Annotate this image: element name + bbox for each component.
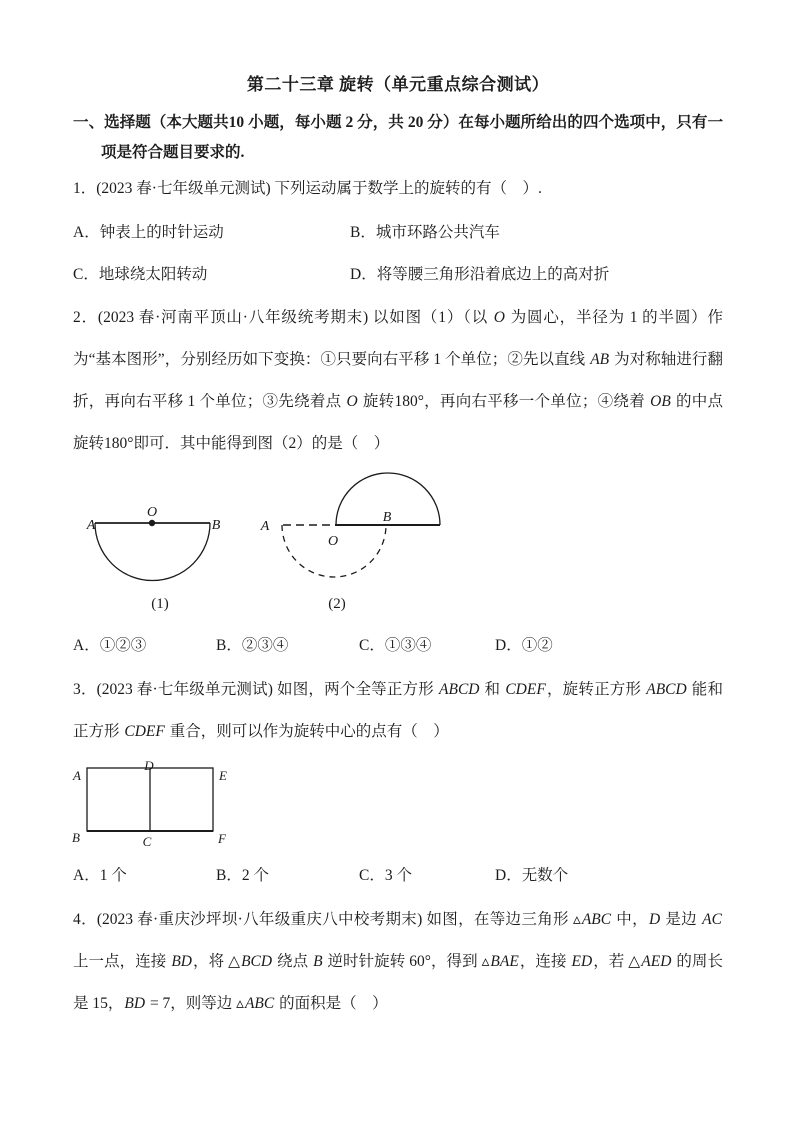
- option-text: ①③④: [384, 637, 432, 654]
- figure-1-caption: (1): [151, 596, 169, 612]
- label-b: B: [211, 518, 221, 533]
- question-3-figure-row: [71, 755, 723, 850]
- option-letter: C．: [359, 637, 385, 654]
- question-3-option-c: [359, 855, 495, 897]
- option-letter: A．: [73, 637, 100, 654]
- question-3-option-d: [495, 855, 723, 897]
- option-letter: B．: [350, 224, 376, 241]
- question-4-stem: 4．(2023 春·重庆沙坪坝·八年级重庆八中校考期末) 如图，在等边三角形 ▵ABC 中，D 是边 AC 上一点，连接 BD，将 △BCD 绕点 B 逆时针旋转 60°，得到 ▵BAE，连接 ED，若 △AED 的周长是 15，BD = 7，则等边 ▵ABC 的面积是（ ）: [73, 911, 723, 1012]
- option-letter: D．: [495, 867, 522, 884]
- option-text: 无数个: [521, 867, 569, 884]
- question-3-options: [73, 855, 723, 897]
- figure-double-square: [71, 755, 241, 850]
- label-b: B: [72, 830, 80, 845]
- question-2-option-b: [216, 625, 359, 667]
- question-3-option-a: [73, 855, 216, 897]
- label-b: B: [382, 510, 392, 525]
- option-text: 将等腰三角形沿着底边上的高对折: [376, 266, 610, 283]
- option-letter: A．: [73, 867, 100, 884]
- figure-semicircle-2: [257, 465, 447, 617]
- label-c: C: [142, 834, 152, 849]
- option-letter: D．: [495, 637, 522, 654]
- option-text: ①②: [521, 637, 553, 654]
- label-a: A: [73, 768, 81, 783]
- figure-2-caption: (2): [328, 596, 346, 612]
- option-text: ②③④: [241, 637, 289, 654]
- question-2-stem: 2．(2023 春·河南平顶山·八年级统考期末) 以如图（1）（以 O 为圆心，半径为 1 的半圆）作为“基本图形”，分别经历如下变换：①只要向右平移 1 个单位；②先以直线 AB 为对称轴进行翻折，再向右平移 1 个单位；③先绕着点 O 旋转180°，再向右平移一个单位；④绕着 OB 的中点旋转180°即可．其中能得到图（2）的是（ ）: [73, 309, 723, 452]
- option-letter: B．: [216, 867, 242, 884]
- option-letter: C．: [359, 867, 385, 884]
- option-letter: A．: [73, 224, 100, 241]
- question-3-stem: 3．(2023 春·七年级单元测试) 如图，两个全等正方形 ABCD 和 CDEF，旋转正方形 ABCD 能和正方形 CDEF 重合，则可以作为旋转中心的点有（ ）: [73, 681, 723, 740]
- option-text: 地球绕太阳转动: [98, 266, 208, 283]
- option-letter: B．: [216, 637, 242, 654]
- question-2-option-a: [73, 625, 216, 667]
- option-text: 1 个: [99, 867, 127, 884]
- question-1-stem: 1．(2023 春·七年级单元测试) 下列运动属于数学上的旋转的有（ ）.: [73, 180, 542, 197]
- page-title: 第二十三章 旋转（单元重点综合测试）: [246, 75, 550, 94]
- label-e: E: [219, 768, 227, 783]
- question-1-options: [73, 212, 723, 296]
- dashed-semicircle-arc: [282, 525, 386, 577]
- option-text: 3 个: [384, 867, 412, 884]
- label-a: A: [86, 518, 96, 533]
- question-1-option-c: [73, 254, 350, 296]
- option-letter: C．: [73, 266, 99, 283]
- figure-semicircle-1: [85, 465, 235, 617]
- option-text: 钟表上的时针运动: [99, 224, 224, 241]
- point-o-dot: [149, 520, 155, 526]
- label-o: O: [327, 534, 339, 549]
- semicircle-arc: [95, 523, 210, 581]
- question-1-option-b: [350, 212, 723, 254]
- option-text: 城市环路公共汽车: [375, 224, 500, 241]
- question-2-figures: [85, 465, 723, 617]
- label-d: D: [144, 758, 154, 773]
- question-2-option-d: [495, 625, 723, 667]
- question-2-option-c: [359, 625, 495, 667]
- label-o: O: [146, 505, 158, 520]
- question-1-option-d: [350, 254, 723, 296]
- option-letter: D．: [350, 266, 377, 283]
- label-a: A: [260, 519, 270, 534]
- question-3-option-b: [216, 855, 359, 897]
- option-text: ①②③: [99, 637, 147, 654]
- question-1-option-a: [73, 212, 350, 254]
- question-2-options: [73, 625, 723, 667]
- section-heading: 一、选择题（本大题共10 小题，每小题 2 分，共 20 分）在每小题所给出的四个选项中，只有一项是符合题目要求的.: [73, 114, 723, 161]
- label-f: F: [218, 831, 226, 846]
- option-text: 2 个: [241, 867, 269, 884]
